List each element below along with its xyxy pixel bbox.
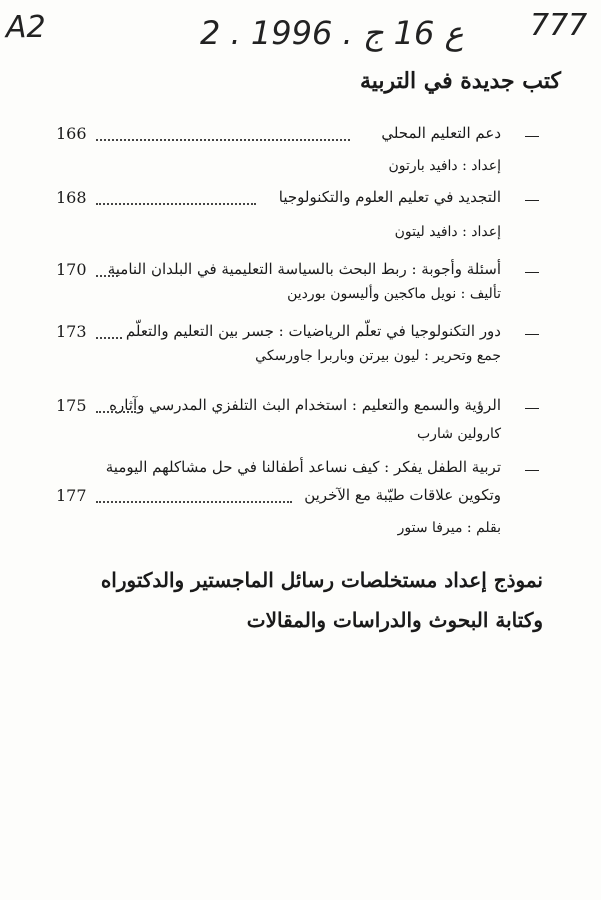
handwritten-date: 2 . ع 16 ج . 1996 (200, 14, 464, 52)
toc-entry (0, 122, 601, 174)
dot-leader (96, 337, 122, 339)
entry-title: تربية الطفل يفكر : كيف نساعد أطفالنا في حل مشاكلهم اليومية (105, 458, 501, 476)
entry-dash (525, 334, 539, 335)
toc-entry (0, 258, 601, 302)
entry-title: التجديد في تعليم العلوم والتكنولوجيا (278, 188, 501, 206)
entry-dash (525, 272, 539, 273)
entry-page: 170 (56, 260, 87, 279)
entry-page: 175 (56, 396, 87, 415)
footer-heading (101, 560, 543, 640)
entry-title: أسئلة وأجوبة : ربط البحث بالسياسة التعليمية في البلدان النامية (107, 260, 501, 278)
toc-entry (0, 320, 601, 364)
entry-page: 173 (56, 322, 87, 341)
toc-entry (0, 394, 601, 442)
entry-dash (525, 470, 539, 471)
entry-page: 166 (56, 124, 87, 143)
entry-title-continued: وتكوين علاقات طيّبة مع الآخرين (304, 486, 501, 504)
dot-leader (96, 411, 136, 413)
dot-leader (96, 501, 292, 503)
entry-credit: بقلم : ميرفا ستور (397, 520, 501, 536)
dot-leader (96, 139, 350, 141)
entry-dash (525, 200, 539, 201)
footer-line-1: نموذج إعداد مستخلصات رسائل الماجستير والدكتوراه (100, 568, 543, 592)
handwritten-code: A2 (6, 10, 46, 45)
section-title: كتب جديدة في التربية (359, 68, 561, 94)
entry-title: دور التكنولوجيا في تعلّم الرياضيات : جسر بين التعليم والتعلّم (125, 322, 501, 340)
entry-dash (525, 408, 539, 409)
toc-entry (0, 186, 601, 240)
entry-credit: إعداد : دافيد بارتون (388, 158, 501, 174)
toc-entry (0, 456, 601, 536)
entry-credit: إعداد : دافيد ليتون (394, 224, 501, 240)
handwritten-number: 777 (530, 8, 588, 43)
entry-page: 168 (56, 188, 87, 207)
entry-credit: جمع وتحرير : ليون بيرتن وباربرا جاورسكي (255, 348, 501, 364)
entry-title: دعم التعليم المحلي (381, 124, 501, 142)
entry-credit: كارولين شارب (417, 426, 501, 442)
entry-title: الرؤية والسمع والتعليم : استخدام البث التلفزي المدرسي وآثاره (109, 396, 501, 414)
dot-leader (96, 275, 118, 277)
entry-dash (525, 136, 539, 137)
entry-page: 177 (56, 486, 87, 505)
footer-line-2: وكتابة البحوث والدراسات والمقالات (246, 608, 543, 632)
entry-credit: تأليف : نويل ماكجين وأليسون بوردين (287, 286, 501, 302)
dot-leader (96, 203, 256, 205)
